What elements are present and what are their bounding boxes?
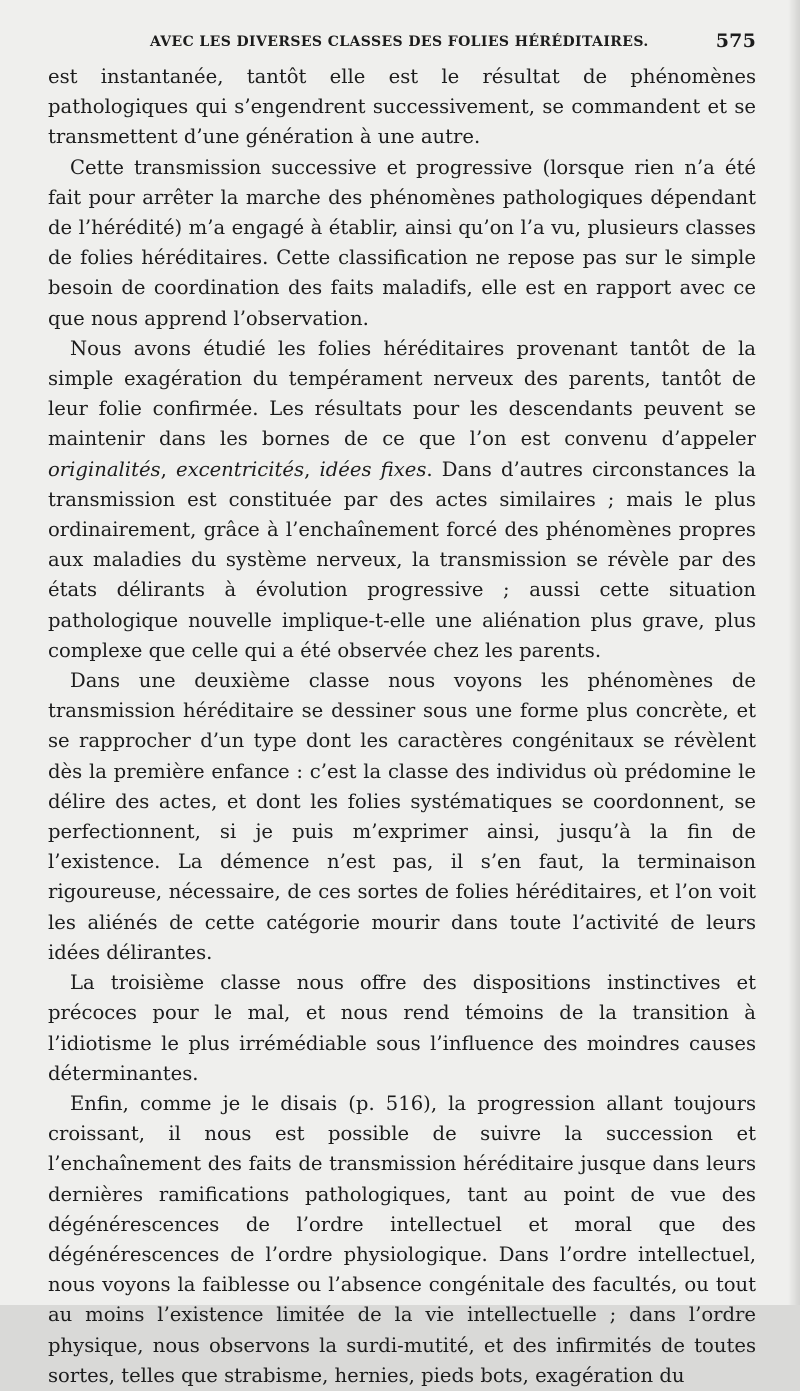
running-title: AVEC LES DIVERSES CLASSES DES FOLIES HÉRÉDITAIRES. xyxy=(150,34,649,50)
separator-1: , xyxy=(160,457,176,481)
paragraph-3-text-b: . Dans d’autres circonstances la transmission est constituée par des actes similaires ; mais le plus ordinairement, grâce à l’enchaînement forcé des phénomènes propres aux maladies du système nerveux, la transmission se révèle par des états délirants à évolution progressive ; aussi cette situation pathologique nouvelle implique-t-elle une aliénation plus grave, plus complexe que celle qui a été observée chez les parents. xyxy=(48,457,756,662)
italic-term-excentricites: excentricités xyxy=(175,457,305,481)
body-text xyxy=(48,62,756,1391)
paragraph-4: Dans une deuxième classe nous voyons les phénomènes de transmission héréditaire se dessiner sous une forme plus concrète, et se rapprocher d’un type dont les caractères congénitaux se révèlent dès la première enfance : c’est la classe des individus où prédomine le délire des actes, et dont les folies systématiques se coordonnent, se perfectionnent, si je puis m’exprimer ainsi, jusqu’à la fin de l’existence. La démence n’est pas, il s’en faut, la terminaison rigoureuse, nécessaire, de ces sortes de folies héréditaires, et l’on voit les aliénés de cette catégorie mourir dans toute l’activité de leurs idées délirantes. xyxy=(48,669,756,964)
paragraph-3 xyxy=(48,334,756,666)
paragraph-6: Enfin, comme je le disais (p. 516), la progression allant toujours croissant, il nous est possible de suivre la succession et l’enchaînement des faits de transmission héréditaire jusque dans leurs dernières ramifications pathologiques, tant au point de vue des dégénérescences de l’ordre intellectuel et moral que des dégénérescences de l’ordre physiologique. Dans l’ordre intellectuel, nous voyons la faiblesse ou l’absence congénitale des facultés, ou tout au moins l’existence limitée de la vie intellectuelle ; dans l’ordre physique, nous observons la surdi-mutité, et des infirmités de toutes sortes, telles que strabisme, hernies, pieds bots, exagération du xyxy=(48,1091,756,1387)
paragraph-3-text-a: Nous avons étudié les folies héréditaires provenant tantôt de la simple exagération du tempérament nerveux des parents, tantôt de leur folie confirmée. Les résultats pour les descendants peuvent se maintenir dans les bornes de ce que l’on est convenu d’appeler xyxy=(48,336,756,451)
separator-2: , xyxy=(304,457,320,481)
paragraph-1: est instantanée, tantôt elle est le résultat de phénomènes pathologiques qui s’engendrent successivement, se commandent et se transmettent d’une génération à une autre. xyxy=(48,65,756,149)
running-head xyxy=(150,30,756,58)
italic-term-originalites: originalités xyxy=(48,457,161,481)
paragraph-5: La troisième classe nous offre des dispositions instinctives et précoces pour le mal, et nous rend témoins de la transition à l’idiotisme le plus irrémédiable sous l’influence des moindres causes déterminantes. xyxy=(48,971,756,1085)
italic-term-idees-fixes: idées fixes xyxy=(319,457,427,481)
page-number: 575 xyxy=(715,30,756,52)
paragraph-2: Cette transmission successive et progressive (lorsque rien n’a été fait pour arrêter la marche des phénomènes pathologiques dépendant de l’hérédité) m’a engagé à établir, ainsi qu’on l’a vu, plusieurs classes de folies héréditaires. Cette classification ne repose pas sur le simple besoin de coordination des faits maladifs, elle est en rapport avec ce que nous apprend l’observation. xyxy=(48,155,756,330)
